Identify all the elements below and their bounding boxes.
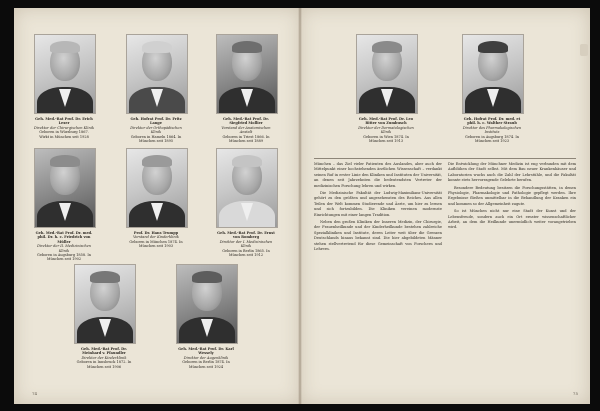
portrait-caption [462,117,522,143]
article-column-2 [448,162,576,390]
paper-edge-tab [580,44,588,56]
portrait-name: Geh. Med.-Rat Prof. Dr. Karl Wessely [178,347,234,356]
portrait-name: Geh. Med.-Rat Prof. Dr. Ernst von Romberg [217,231,275,240]
portrait-details: Geboren in Augsburg 1874. In München seit 1923 [465,134,519,144]
portrait-name: Prof. Dr. Hans Trumpp [133,231,179,235]
portrait-name: Geh. Hofrat Prof. Dr. Fritz Lange [130,117,182,126]
portrait-details: Geboren in Berlin 1865. In München seit 1912 [222,248,270,258]
portrait-role: Direktor der Kinderklinik [81,355,127,360]
portrait-caption [176,347,236,369]
right-page [300,8,590,404]
portrait-details: Geboren in Innsbruck 1872. In München seit 1906 [76,360,132,369]
portrait-role: Direktor des Pharmakologischen Instituts [462,125,522,135]
portrait-role: Direktor der Chirurgischen Klinik [34,125,94,130]
article-paragraph: So ist München nicht nur eine Stadt der Kunst und der Lebensfreude, sondern auch ein Ort ernster wissenschaftlicher Arbeit, an dem die Heilkunde unermüdlich weiter vorangetrieben wird. [448,209,576,230]
portrait-caption [74,347,134,369]
portrait-caption [216,117,276,143]
portrait-details: Geboren in Triest 1866. In München seit 1889 [222,134,270,144]
portrait-details: Geboren in Wien 1874. In München seit 1913 [363,134,409,144]
portrait-2 [126,34,186,143]
center-fold [298,8,302,404]
portrait-photo [126,148,188,228]
portrait-name: Geh. Med.-Rat Prof. Dr. Meinhard v. Pfaundler [81,347,127,356]
page-number: 74 [32,391,38,396]
portrait-photo [34,148,96,228]
portrait-details: Geboren in Berlin 1874. In München seit 1924 [182,360,230,369]
portrait-7 [74,264,134,369]
portrait-name: Geh. Med.-Rat Prof. Dr. med. phil. Dr. h. c. Friedrich von Müller [35,231,93,244]
article-divider [314,158,576,159]
portrait-photo [176,264,238,344]
portrait-details: Geboren in Augsburg 1858. In München seit 1902 [37,253,91,262]
portrait-1 [34,34,94,139]
portrait-caption [34,231,94,262]
article-column-1 [314,162,442,390]
portrait-details: Geboren in München 1874. In München seit 1903 [129,239,183,249]
left-page [14,8,300,404]
article-paragraph: Neben den großen Kliniken der Inneren Medizin, der Chirurgie, der Frauenheilkunde und der Kinderheilkunde bestehen zahlreiche Spezialkliniken und Institute, deren Leiter weit über die Grenzen Deutschlands hinaus bekannt sind. Die hier abgebildeten Männer stehen stellvertretend für diese Gemeinschaft von Forschern und Lehrern. [314,220,442,252]
portrait-10 [462,34,522,143]
page-number: 75 [572,391,578,396]
portrait-caption [216,231,276,257]
article-paragraph: München – das Ziel vieler Patienten des Auslandes, aber auch der Mittelpunkt einer hochstehenden ärztlichen Wissenschaft – verdankt seinen Ruf in erster Linie den Kliniken und Instituten der Universität, an denen seit Jahrzehnten die bedeutendsten Vertreter der medizinischen Forschung lehren und wirken. [314,162,442,188]
portrait-6 [216,148,276,257]
portrait-name: Geh. Hofrat Prof. Dr. med. et phil. h. c. Walther Straub [463,117,521,126]
portrait-8 [176,264,236,369]
portrait-photo [74,264,136,344]
article-paragraph: Die Medizinische Fakultät der Ludwig-Maximilians-Universität gehört zu den größten und angesehensten des Reiches. Aus allen Teilen der Welt kommen Studierende und Ärzte, um hier zu lernen und sich fortzubilden. Die Kliniken vereinen modernste Einrichtungen mit einer langen Tradition. [314,191,442,217]
portrait-name: Geh. Med.-Rat Prof. Dr. Leo Ritter von Zumbusch [358,117,414,126]
portrait-role: Vorstand der Anatomischen Anstalt [221,125,271,135]
portrait-caption [126,117,186,143]
portrait-role: Direktor der II. Medizinischen Klinik [37,244,91,253]
portrait-role: Direktor der Augenklinik [183,355,229,360]
portrait-5 [126,148,186,249]
portrait-role: Direktor der Dermatologischen Klinik [358,125,414,135]
portrait-photo [462,34,524,114]
portrait-name: Geh. Med.-Rat Prof. Dr. Erich Lexer [35,117,93,126]
portrait-caption [126,231,186,249]
article-paragraph: Die Entwicklung der Münchner Medizin ist eng verbunden mit dem Aufblühen der Stadt selbst. Mit dem Bau neuer Krankenhäuser und Laboratorien wuchs auch die Zahl der Lehrstühle, und die Fakultät konnte stets hervorragende Gelehrte berufen. [448,162,576,183]
portrait-photo [216,34,278,114]
portrait-role: Direktor der I. Medizinischen Klinik [219,239,273,249]
portrait-photo [34,34,96,114]
portrait-photo [126,34,188,114]
portrait-4 [34,148,94,262]
portrait-caption [34,117,94,139]
portrait-role: Vorstand der Kinderklinik [133,235,179,240]
portrait-details: Geboren in Hameln 1864. In München seit 1895 [130,134,182,144]
portrait-caption [356,117,416,143]
portrait-photo [216,148,278,228]
article-paragraph: Besondere Bedeutung besitzen die Forschungsstätten, in denen Physiologie, Pharmakologie und Pathologie gepflegt werden. Ihre Ergebnisse fließen unmittelbar in die Behandlung der Kranken ein und kommen so der Allgemeinheit zugute. [448,185,576,206]
portrait-role: Direktor der Orthopädischen Klinik [130,125,182,135]
portrait-photo [356,34,418,114]
portrait-name: Geh. Med.-Rat Prof. Dr. Siegfried Mollier [223,117,269,126]
portrait-3 [216,34,276,143]
portrait-9 [356,34,416,143]
portrait-details: Geboren in Würzburg 1867. Wirkt in München seit 1928 [39,130,89,139]
